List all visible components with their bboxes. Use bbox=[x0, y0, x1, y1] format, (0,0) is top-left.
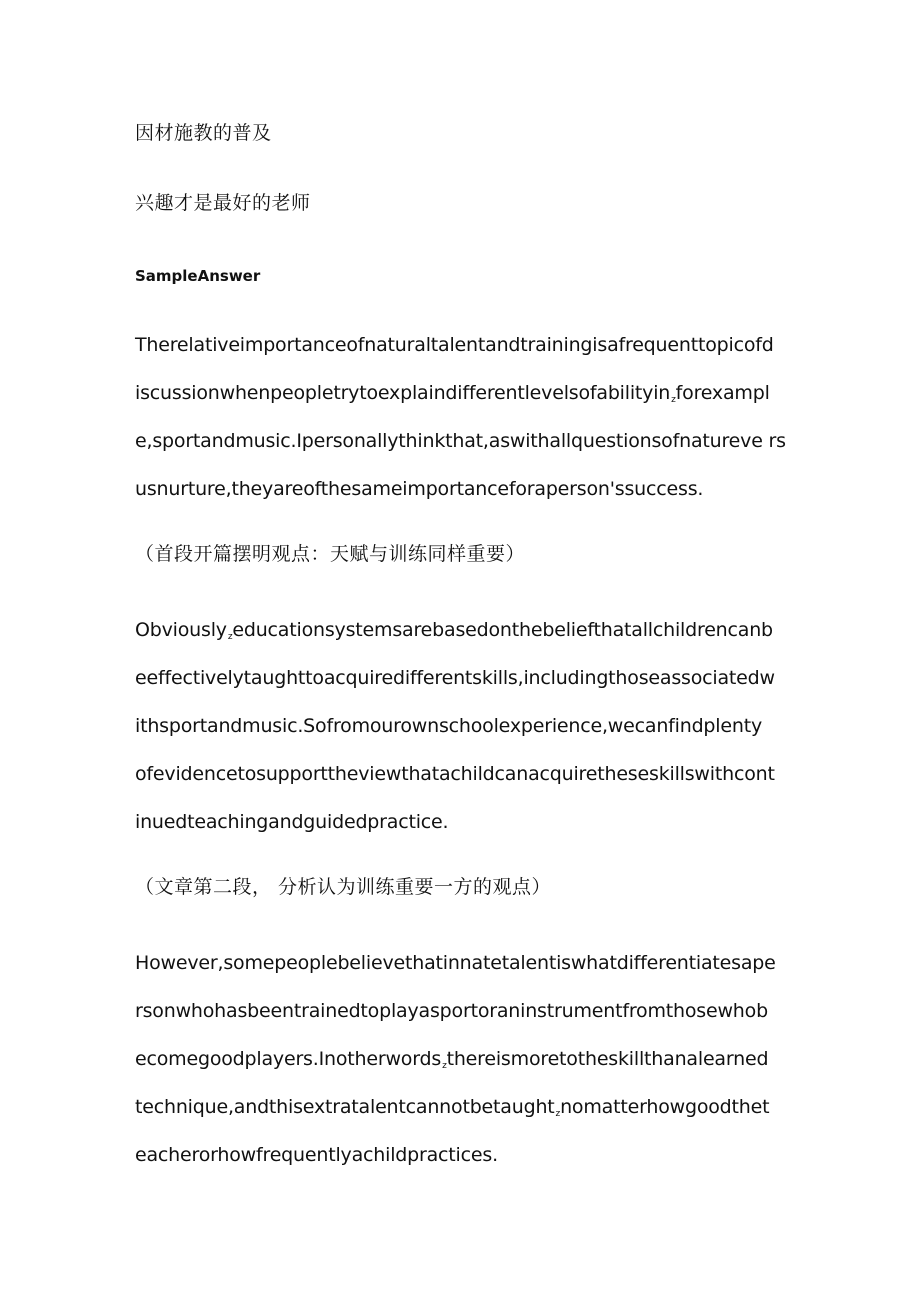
text-run: technique,andthisextratalentcannotbetaught bbox=[135, 1096, 555, 1118]
paragraph-2-line-2: eeffectivelytaughttoacquiredifferentskills,includingthoseassociatedw bbox=[135, 667, 775, 689]
paragraph-2-line-5: inuedteachingandguidedpractice. bbox=[135, 811, 449, 833]
paragraph-3-line-1: However,somepeoplebelievethatinnatetalentiswhatdifferentiatesape bbox=[135, 952, 776, 974]
topic-line-1: 因材施教的普及 bbox=[135, 122, 272, 144]
paragraph-1-line-2 bbox=[135, 380, 770, 413]
sample-answer-heading: SampleAnswer bbox=[135, 267, 261, 285]
paragraph-1-line-1: Therelativeimportanceofnaturaltalentandtrainingisafrequenttopicofd bbox=[135, 334, 774, 356]
text-run: thereismoretotheskillthanalearned bbox=[446, 1048, 769, 1070]
paragraph-3-line-5: eacherorhowfrequentlyachildpractices. bbox=[135, 1144, 498, 1166]
paragraph-1-line-4: usnurture,theyareofthesameimportanceforaperson'ssuccess. bbox=[135, 478, 704, 500]
text-run: iscussionwhenpeopletrytoexplaindifferentlevelsofabilityin bbox=[135, 382, 671, 404]
paragraph-2-line-3: ithsportandmusic.Sofromourownschoolexperience,wecanfindplenty bbox=[135, 715, 762, 737]
text-run: nomatterhowgoodthet bbox=[560, 1096, 770, 1118]
annotation-1: （首段开篇摆明观点：天赋与训练同样重要） bbox=[135, 543, 526, 565]
paragraph-3-line-2: rsonwhohasbeentrainedtoplayasportoraninstrumentfromthosewhob bbox=[135, 1000, 768, 1022]
subscript-mark: z bbox=[227, 632, 233, 642]
paragraph-3-line-3 bbox=[135, 1046, 768, 1079]
annotation-2: （文章第二段， 分析认为训练重要一方的观点） bbox=[135, 876, 552, 898]
text-run: Obviously bbox=[135, 619, 227, 641]
paragraph-3-line-4 bbox=[135, 1094, 769, 1127]
text-run: educationsystemsarebasedonthebeliefthatallchildrencanb bbox=[232, 619, 773, 641]
paragraph-1-line-3: e,sportandmusic.Ipersonallythinkthat,aswithallquestionsofnatureve rs bbox=[135, 430, 786, 452]
paragraph-2-line-1 bbox=[135, 617, 773, 650]
paragraph-2-line-4: ofevidencetosupporttheviewthatachildcanacquiretheseskillswithcont bbox=[135, 763, 775, 785]
subscript-mark: z bbox=[671, 395, 676, 405]
text-run: forexampl bbox=[675, 382, 770, 404]
subscript-mark: z bbox=[555, 1109, 561, 1119]
subscript-mark: z bbox=[442, 1061, 447, 1071]
text-run: ecomegoodplayers.Inotherwords bbox=[135, 1048, 442, 1070]
topic-line-2: 兴趣才是最好的老师 bbox=[135, 192, 311, 214]
